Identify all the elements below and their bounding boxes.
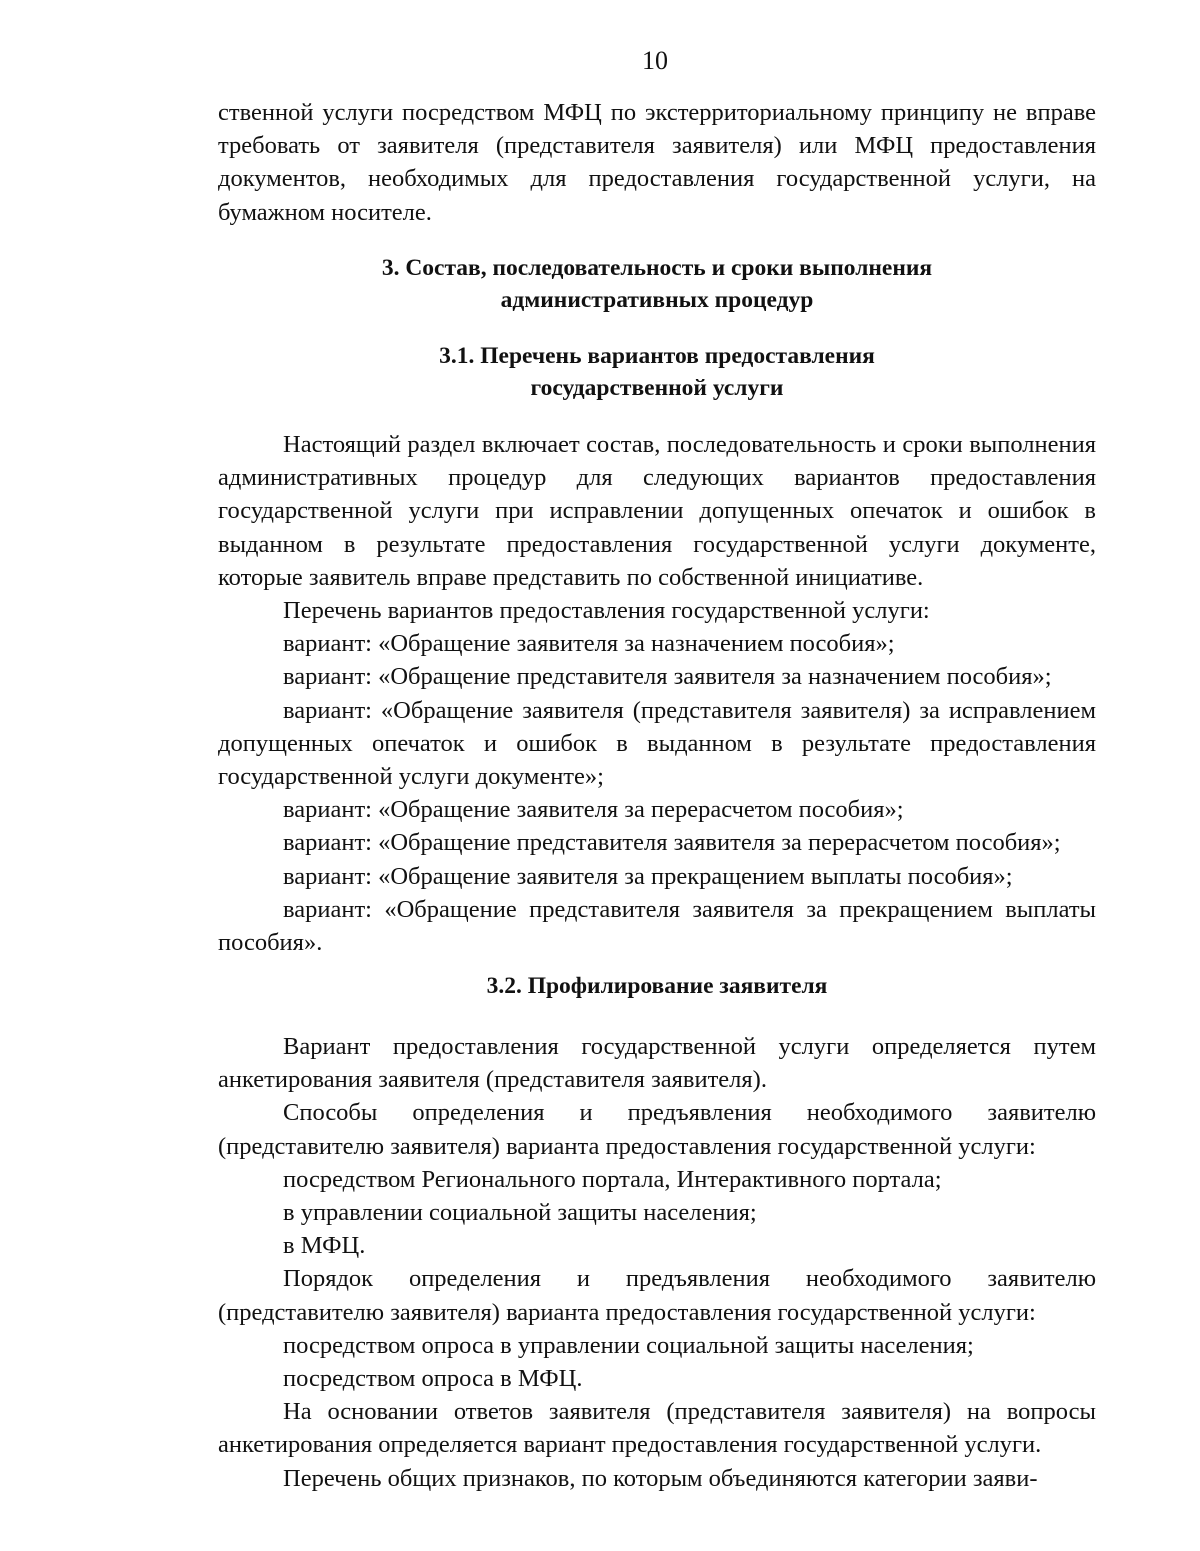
profile-paragraph-4: На основании ответов заявителя (представителя заявителя) на вопросы анкетирования определяется вариант предоставления государственной услуги. xyxy=(218,1398,1096,1459)
section-3-title-line1: 3. Состав, последовательность и сроки выполнения xyxy=(381,255,933,281)
section-3-1-title-line1: 3.1. Перечень вариантов предоставления xyxy=(439,343,875,369)
intro-paragraph: ственной услуги посредством МФЦ по экстерриториальному принципу не вправе требовать от заявителя (представителя заявителя) или МФЦ предоставления документов, необходимых для предоставления государственной услуги, на бумажном носителе. xyxy=(218,99,1096,226)
profile-way-item: в управлении социальной защиты населения; xyxy=(283,1199,757,1227)
variant-item: вариант: «Обращение представителя заявителя за перерасчетом пособия»; xyxy=(283,829,1061,857)
section-3-heading xyxy=(218,252,1096,316)
intro-block xyxy=(218,96,1096,229)
profile-order-item: посредством опроса в МФЦ. xyxy=(283,1365,583,1393)
section-3-1-title-line2: государственной услуги xyxy=(530,375,784,401)
variants-list-intro: Перечень вариантов предоставления государственной услуги: xyxy=(283,597,930,625)
section-3-2-body xyxy=(218,1030,1096,1495)
section-3-1-paragraph: Настоящий раздел включает состав, последовательность и сроки выполнения административных процедур для следующих вариантов предоставления государственной услуги при исправлении допущенных опечаток и ошибок в выданном в результате предоставления государственной услуги документе, которые заявитель вправе представить по собственной инициативе. xyxy=(218,431,1096,591)
section-3-1-body xyxy=(218,428,1096,959)
variant-item: вариант: «Обращение заявителя за прекращением выплаты пособия»; xyxy=(283,862,1013,890)
section-3-1-heading xyxy=(218,340,1096,404)
variant-item: вариант: «Обращение представителя заявителя за назначением пособия»; xyxy=(283,663,1052,691)
profile-way-item: в МФЦ. xyxy=(283,1232,366,1260)
section-3-title-line2: административных процедур xyxy=(500,287,814,313)
section-3-2-heading: 3.2. Профилирование заявителя xyxy=(486,973,828,999)
variant-item: вариант: «Обращение заявителя (представителя заявителя) за исправлением допущенных опечаток и ошибок в выданном в результате предоставления государственной услуги документе»; xyxy=(218,696,1096,791)
profile-way-item: посредством Регионального портала, Интерактивного портала; xyxy=(283,1165,942,1193)
page-number: 10 xyxy=(642,46,668,75)
profile-paragraph-1: Вариант предоставления государственной услуги определяется путем анкетирования заявителя (представителя заявителя). xyxy=(218,1033,1096,1094)
variant-item: вариант: «Обращение представителя заявителя за прекращением выплаты пособия». xyxy=(218,895,1096,957)
variant-item: вариант: «Обращение заявителя за перерасчетом пособия»; xyxy=(283,796,904,824)
profile-paragraph-5: Перечень общих признаков, по которым объединяются категории заяви- xyxy=(283,1464,1038,1492)
profile-paragraph-3: Порядок определения и предъявления необходимого заявителю (представителю заявителя) варианта предоставления государственной услуги: xyxy=(218,1265,1096,1326)
variant-item: вариант: «Обращение заявителя за назначением пособия»; xyxy=(283,630,895,658)
profile-paragraph-2: Способы определения и предъявления необходимого заявителю (представителю заявителя) варианта предоставления государственной услуги: xyxy=(218,1099,1096,1160)
profile-order-item: посредством опроса в управлении социальной защиты населения; xyxy=(283,1331,974,1359)
